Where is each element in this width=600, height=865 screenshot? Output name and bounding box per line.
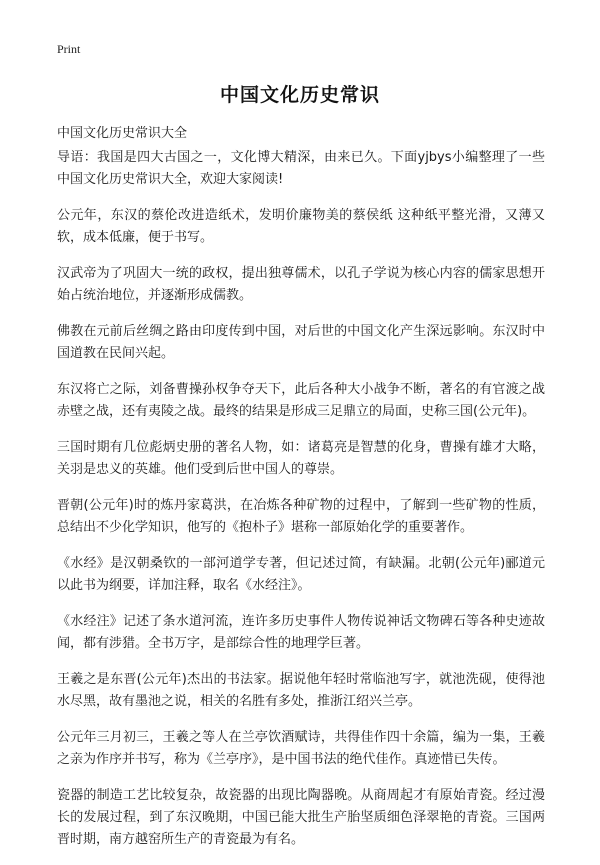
print-label: Print: [57, 42, 81, 56]
paragraph-intro: 导语：我国是四大古国之一，文化博大精深，由来已久。下面yjbys小编整理了一些中国文化历史常识大全，欢迎大家阅读!: [57, 150, 545, 187]
article-body: [57, 147, 545, 865]
page-title: 中国文化历史常识: [219, 84, 380, 106]
paragraph-three-kingdoms: 东汉将亡之际，刘备曹操孙权争夺天下，此后各种大小战争不断，著名的有官渡之战赤壁之战，还有夷陵之战。最终的结果是形成三足鼎立的局面，史称三国(公元年)。: [57, 382, 545, 419]
paragraph-confucianism: 汉武帝为了巩固大一统的政权，提出独尊儒术，以孔子学说为核心内容的儒家思想开始占统治地位，并逐渐形成儒教。: [57, 266, 545, 303]
paragraph-shuijing: 《水经》是汉朝桑钦的一部河道学专著，但记述过简，有缺漏。北朝(公元年)郦道元以此书为纲要，详加注释，取名《水经注》。: [57, 556, 545, 593]
paragraph-lanting: 公元年三月初三，王羲之等人在兰亭饮酒赋诗，共得佳作四十余篇，编为一集，王羲之亲为作序并书写，称为《兰亭序》，是中国书法的绝代佳作。真迹惜已失传。: [57, 730, 545, 767]
paragraph-shuijingzhu: 《水经注》记述了条水道河流，连许多历史事件人物传说神话文物碑石等各种史迹故闻，都有涉猎。全书万字，是部综合性的地理学巨著。: [57, 614, 545, 651]
paragraph-ge-hong: 晋朝(公元年)时的炼丹家葛洪，在冶炼各种矿物的过程中，了解到一些矿物的性质，总结出不少化学知识，他写的《抱朴子》堪称一部原始化学的重要著作。: [57, 498, 545, 535]
document-subtitle: 中国文化历史常识大全: [57, 126, 188, 141]
paragraph-porcelain: 瓷器的制造工艺比较复杂，故瓷器的出现比陶器晚。从商周起才有原始青瓷。经过漫长的发展过程，到了东汉晚期，中国已能大批生产胎坚质细色泽翠艳的青瓷。三国两晋时期，南方越窑所生产的青瓷最为有名。: [57, 788, 545, 847]
paragraph-papermaking: 公元年，东汉的蔡伦改进造纸术，发明价廉物美的蔡侯纸 这种纸平整光滑，又薄又软，成本低廉，便于书写。: [57, 208, 545, 245]
paragraph-three-kingdoms-figures: 三国时期有几位彪炳史册的著名人物，如：诸葛亮是智慧的化身，曹操有雄才大略，关羽是忠义的英雄。他们受到后世中国人的尊崇。: [57, 440, 545, 477]
paragraph-wang-xizhi: 王羲之是东晋(公元年)杰出的书法家。据说他年轻时常临池写字，就池洗砚，使得池水尽黑，故有墨池之说，相关的名胜有多处，推浙江绍兴兰亭。: [57, 672, 545, 709]
paragraph-buddhism: 佛教在元前后丝绸之路由印度传到中国，对后世的中国文化产生深远影响。东汉时中国道教在民间兴起。: [57, 324, 545, 361]
